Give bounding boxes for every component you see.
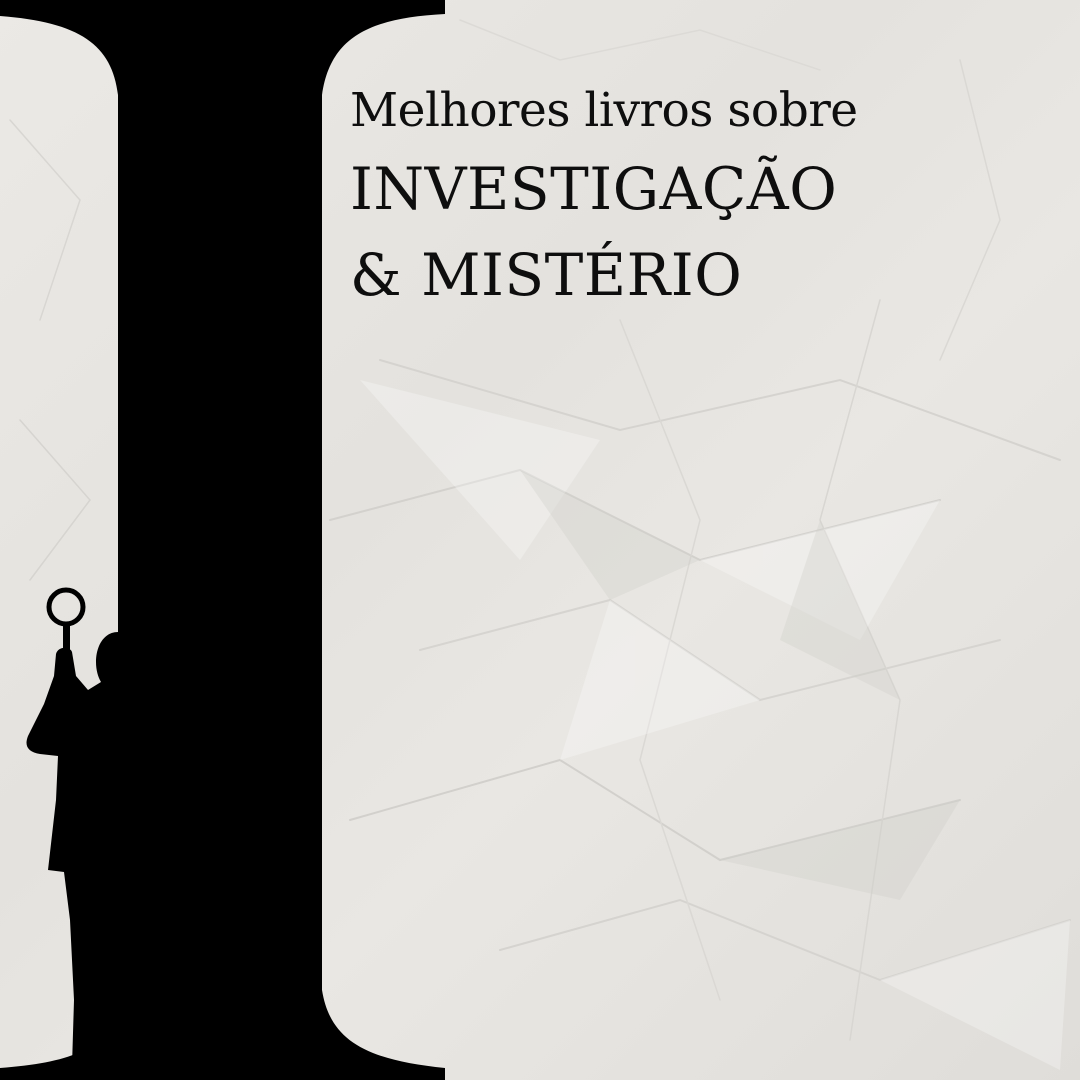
title-headline-investigacao: INVESTIGAÇÃO	[350, 155, 838, 223]
title-headline-misterio: & MISTÉRIO	[350, 241, 743, 309]
magnifying-glass-icon	[49, 590, 83, 656]
title-block	[350, 76, 1050, 318]
title-subtitle: Melhores livros sobre	[350, 83, 858, 138]
